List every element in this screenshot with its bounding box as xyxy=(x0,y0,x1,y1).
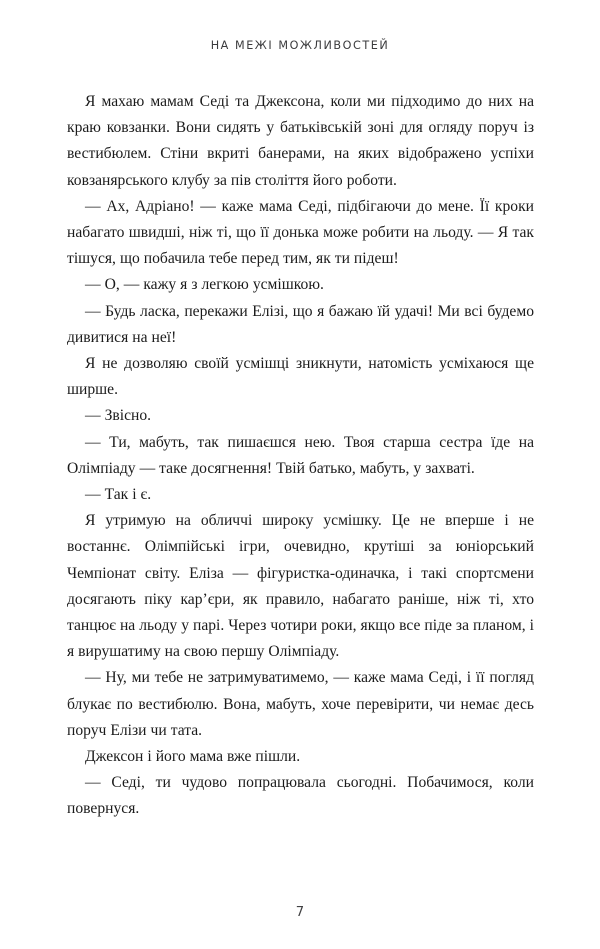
paragraph: — О, — кажу я з легкою усмішкою. xyxy=(85,276,324,294)
paragraph: — Звісно. xyxy=(85,407,152,425)
body-text-block xyxy=(67,89,534,823)
paragraph: Я не дозволяю своїй усмішці зникнути, натомість усміхаюся ще ширше. xyxy=(67,355,534,399)
running-head: НА МЕЖІ МОЖЛИВОСТЕЙ xyxy=(210,39,390,52)
paragraph: — Ах, Адріано! — каже мама Седі, підбігаючи до мене. Її кроки набагато швидші, ніж ті, що її донька може робити на льоду. — Я так тішуся, що побачила тебе перед тим, як ти підеш! xyxy=(67,197,534,268)
paragraph: — Ну, ми тебе не затримуватимемо, — каже мама Седі, і її погляд блукає по вестибюлю. Вона, мабуть, хоче перевірити, чи немає десь поруч Елізи чи тата. xyxy=(67,669,534,739)
paragraph: — Седі, ти чудово попрацювала сьогодні. Побачимося, коли повернуся. xyxy=(67,774,534,818)
page-number: 7 xyxy=(295,905,305,920)
paragraph: — Ти, мабуть, так пишаєшся нею. Твоя старша сестра їде на Олімпіаду — таке досягнення! Твій батько, мабуть, у захваті. xyxy=(67,433,534,477)
paragraph: — Будь ласка, перекажи Елізі, що я бажаю їй удачі! Ми всі будемо дивитися на неї! xyxy=(67,302,534,346)
paragraph: Джексон і його мама вже пішли. xyxy=(85,748,301,766)
paragraph: Я махаю мамам Седі та Джексона, коли ми підходимо до них на краю ковзанки. Вони сидять у батьківській зоні для огляду поруч із вестибюлем. Стіни вкриті банерами, на яких відображено успіхи ковзанярського клубу за пів століття його роботи. xyxy=(67,93,534,189)
paragraph: Я утримую на обличчі широку усмішку. Це не вперше і не востаннє. Олімпійські ігри, очевидно, крутіші за юніорський Чемпіонат світу. Еліза — фігуристка-одиначка, і такі спортсмени досягають піку кар’єри, як правило, набагато раніше, ніж ті, хто танцює на льоду у парі. Через чотири роки, якщо все піде за планом, і я вирушатиму на свою першу Олімпіаду. xyxy=(67,512,535,661)
paragraph: — Так і є. xyxy=(85,486,152,504)
